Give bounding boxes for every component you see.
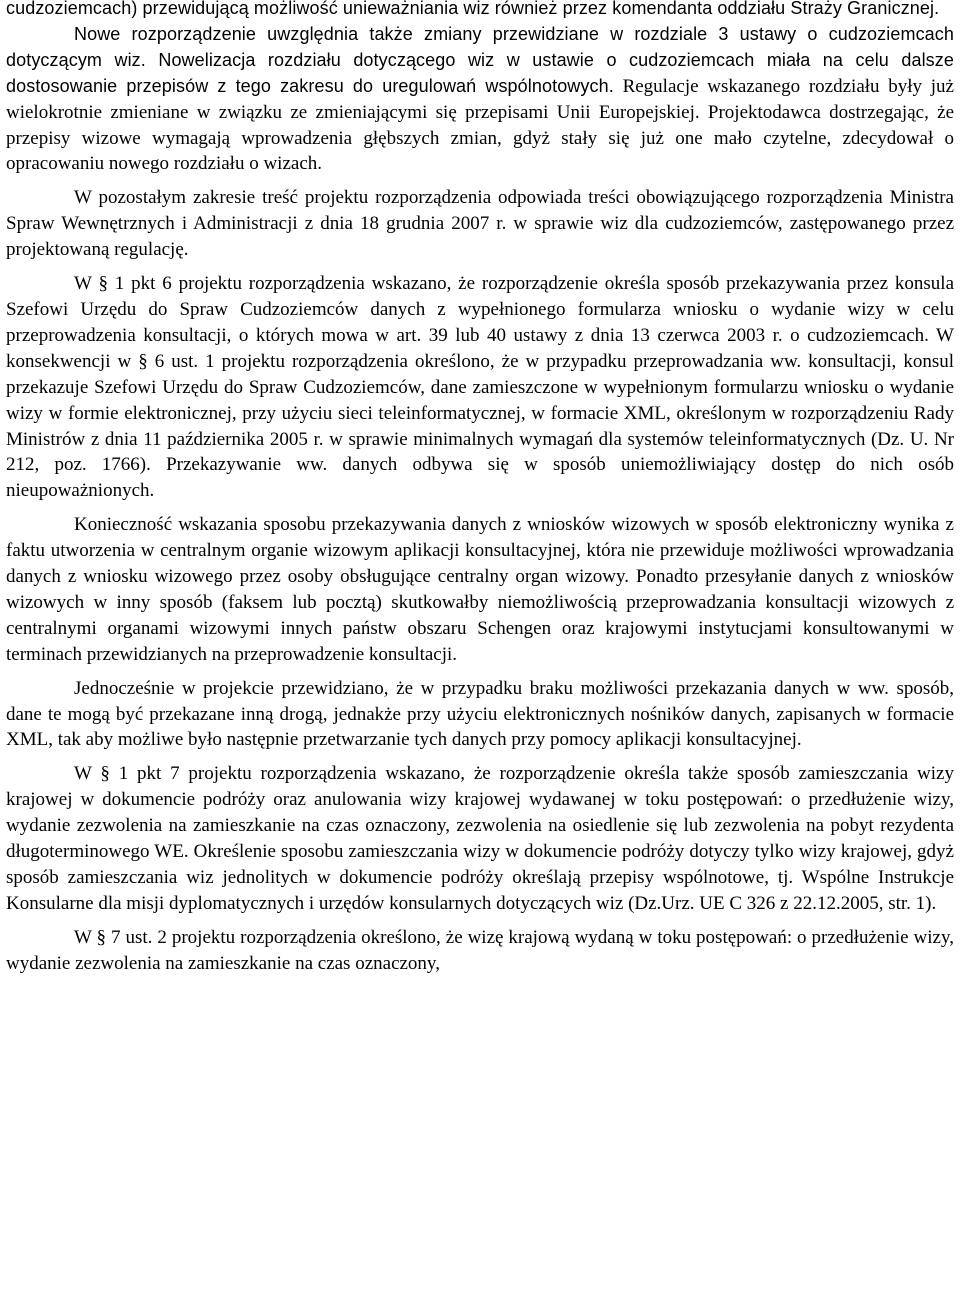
paragraph-1 [6, 0, 954, 22]
paragraph-8 [6, 925, 954, 977]
paragraph-5-run-1: Konieczność wskazania sposobu przekazywania danych z wniosków wizowych w sposób elektroniczny wynika z faktu utworzenia w centralnym organie wizowym aplikacji konsultacyjnej, która nie przewiduje możliwości wprowadzania danych z wniosku wizowego przez osoby obsługujące centralny organ wizowy. Ponadto przesyłanie danych z wniosków wizowych w inny sposób (faksem lub pocztą) skutkowałby niemożliwością przeprowadzania konsultacji wizowych z centralnymi organami wizowymi innych państw obszaru Schengen oraz krajowymi instytucjami konsultowanymi w terminach przewidzianych na przeprowadzenie konsultacji. [6, 514, 954, 665]
paragraph-7-run-1: W § 1 pkt 7 projektu rozporządzenia wskazano, że rozporządzenie określa także sposób zamieszczania wizy krajowej w dokumencie podróży oraz anulowania wizy krajowej wydawanej w toku postępowań: o przedłużenie wizy, wydanie zezwolenia na zamieszkanie na czas oznaczony, zezwolenia na osiedlenie się lub zezwolenia na pobyt rezydenta długoterminowego WE. Określenie sposobu zamieszczania wizy w dokumencie podróży dotyczy tylko wizy krajowej, gdyż sposób zamieszczania wiz jednolitych w dokumencie podróży określają przepisy wspólnotowe, tj. Wspólne Instrukcje Konsularne dla misji dyplomatycznych i urzędów konsularnych dotyczących wiz (Dz.Urz. UE C 326 z 22.12.2005, str. 1). [6, 763, 954, 914]
paragraph-3 [6, 185, 954, 263]
paragraph-4-run-1: W § 1 pkt 6 projektu rozporządzenia wskazano, że rozporządzenie określa sposób przekazywania przez konsula Szefowi Urzędu do Spraw Cudzoziemców danych z wypełnionego formularza wniosku o wydanie wizy w celu przeprowadzenia konsultacji, o których mowa w art. 39 lub 40 ustawy z dnia 13 czerwca 2003 r. o cudzoziemcach. W konsekwencji w § 6 ust. 1 projektu rozporządzenia określono, że w przypadku przeprowadzania ww. konsultacji, konsul przekazuje Szefowi Urzędu do Spraw Cudzoziemców, dane zamieszczone w wypełnionym formularzu wniosku o wydanie wizy w formie elektronicznej, przy użyciu sieci teleinformatycznej, w formacie XML, określonym w rozporządzeniu Rady Ministrów z dnia 11 października 2005 r. w sprawie minimalnych wymagań dla systemów teleinformatycznych (Dz. U. Nr 212, poz. 1766). Przekazywanie ww. danych odbywa się w sposób uniemożliwiający dostęp do nich osób nieupoważnionych. [6, 273, 954, 502]
paragraph-4 [6, 271, 954, 504]
paragraph-5 [6, 512, 954, 667]
paragraph-8-run-1: W § 7 ust. 2 projektu rozporządzenia określono, że wizę krajową wydaną w toku postępowań: o przedłużenie wizy, wydanie zezwolenia na zamieszkanie na czas oznaczony, [6, 926, 954, 974]
paragraph-6-run-1: Jednocześnie w projekcie przewidziano, że w przypadku braku możliwości przekazania danych w ww. sposób, dane te mogą być przekazane inną drogą, jednakże przy użyciu elektronicznych nośników danych, zapisanych w formacie XML, tak aby możliwe było następnie przetwarzanie tych danych przy pomocy aplikacji konsultacyjnej. [6, 677, 954, 751]
paragraph-7 [6, 761, 954, 916]
paragraph-2-run-2: Regulacje wskazanego rozdziału były już wielokrotnie zmieniane w związku ze zmieniającymi się przepisami Unii Europejskiej. Projektodawca dostrzegając, że przepisy wizowe wymagają wprowadzenia głębszych zmian, gdyż stały się już one mało czytelne, zdecydował o opracowaniu nowego rozdziału o wizach. [6, 75, 954, 175]
paragraph-6 [6, 676, 954, 754]
paragraph-2 [6, 22, 954, 177]
paragraph-2-run-1: Nowe rozporządzenie uwzględnia także zmiany przewidziane w rozdziale 3 ustawy o cudzoziemcach dotyczącym wiz. Nowelizacja rozdziału dotyczącego wiz w ustawie o cudzoziemcach miała na celu dalsze dostosowanie przepisów z tego zakresu do uregulowań wspólnotowych. [6, 23, 954, 96]
paragraph-1-run-1: cudzoziemcach) przewidującą możliwość unieważniania wiz również przez komendanta oddziału Straży Granicznej. [6, 0, 940, 18]
paragraph-3-run-1: W pozostałym zakresie treść projektu rozporządzenia odpowiada treści obowiązującego rozporządzenia Ministra Spraw Wewnętrznych i Administracji z dnia 18 grudnia 2007 r. w sprawie wiz dla cudzoziemców, zastępowanego przez projektowaną regulację. [6, 187, 954, 261]
